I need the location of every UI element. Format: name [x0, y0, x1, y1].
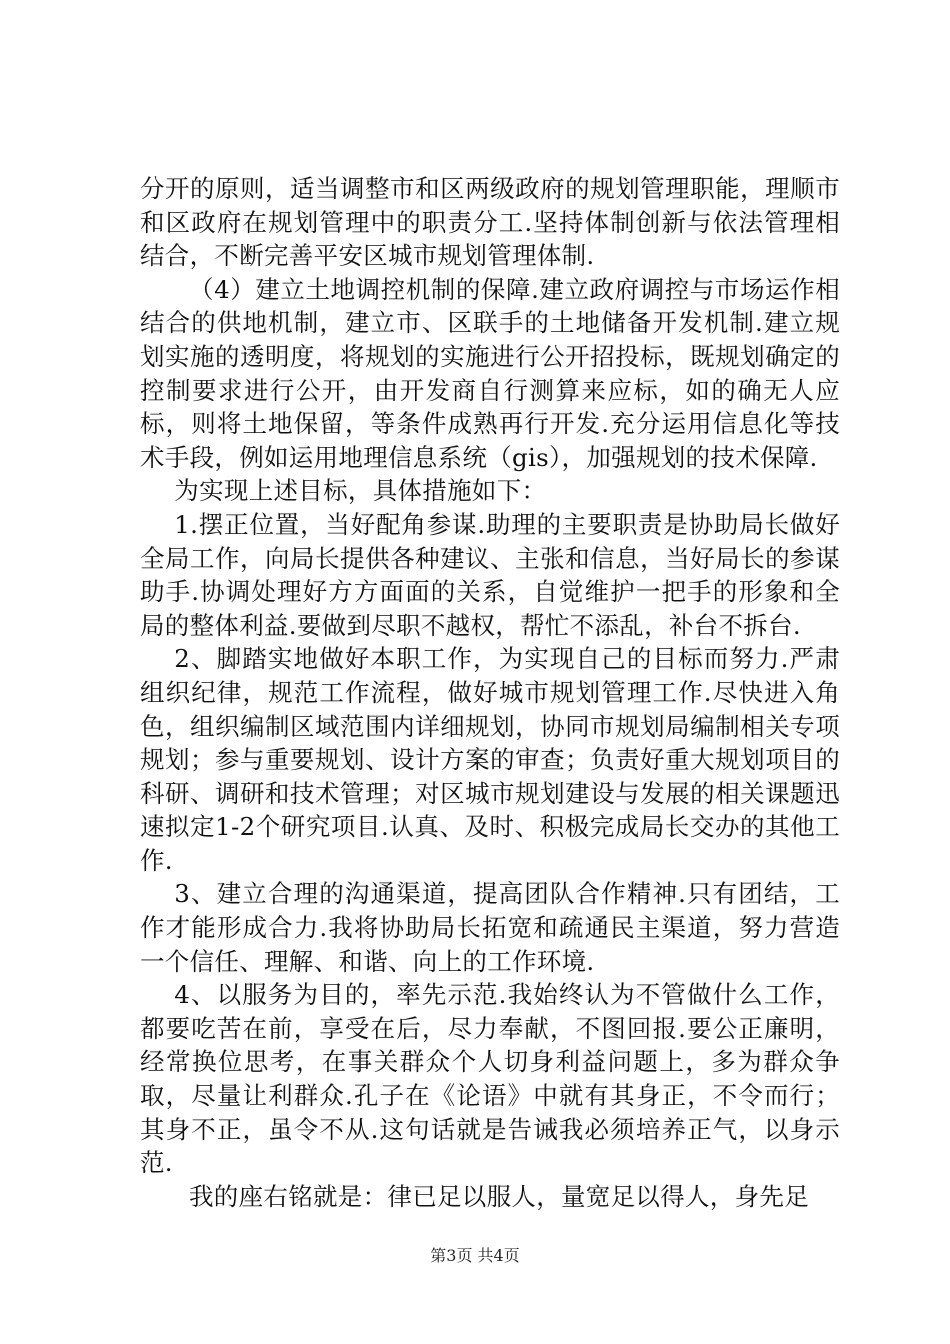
paragraph-measure-1: 1.摆正位置，当好配角参谋.助理的主要职责是协助局长做好全局工作，向局长提供各种建议、主张和信息，当好局长的参谋助手.协调处理好方方面面的关系，自觉维护一把手的形象和全局的整体利益.要做到尽职不越权，帮忙不添乱，补台不拆台.: [140, 509, 840, 640]
paragraph-measures-intro: 为实现上述目标，具体措施如下：: [174, 476, 547, 506]
document-body: [140, 172, 840, 1213]
paragraph-measure-4: 4、以服务为目的，率先示范.我始终认为不管做什么工作，都要吃苦在前，享受在后，尽力奉献，不图回报.要公正廉明，经常换位思考，在事关群众个人切身利益问题上，多为群众争取，尽量让利群众.孔子在《论语》中就有其身正，不令而行；其身不正，虽令不从.这句话就是告诫我必须培养正气，以身示范.: [140, 980, 840, 1178]
paragraph-land-control: （4）建立土地调控机制的保障.建立政府调控与市场运作相结合的供地机制，建立市、区联手的土地储备开发机制.建立规划实施的透明度，将规划的实施进行公开招投标，既规划确定的控制要求进行公开，由开发商自行测算来应标，如的确无人应标，则将土地保留，等条件成熟再行开发.充分运用信息化等技术手段，例如运用地理信息系统（gis），加强规划的技术保障.: [140, 274, 840, 472]
paragraph-measure-2: 2、脚踏实地做好本职工作，为实现自己的目标而努力.严肃组织纪律，规范工作流程，做好城市规划管理工作.尽快进入角色，组织编制区域范围内详细规划，协同市规划局编制相关专项规划；参与重要规划、设计方案的审查；负责好重大规划项目的科研、调研和技术管理；对区城市规划建设与发展的相关课题迅速拟定1-2个研究项目.认真、及时、积极完成局长交办的其他工作.: [140, 644, 840, 875]
paragraph-motto: 我的座右铭就是：律已足以服人，量宽足以得人，身先足: [189, 1181, 809, 1211]
paragraph-measure-3: 3、建立合理的沟通渠道，提高团队合作精神.只有团结，工作才能形成合力.我将协助局长拓宽和疏通民主渠道，努力营造一个信任、理解、和谐、向上的工作环境.: [140, 879, 840, 976]
page-footer: 第3页 共4页: [430, 1246, 520, 1265]
paragraph-continuation: 分开的原则，适当调整市和区两级政府的规划管理职能，理顺市和区政府在规划管理中的职责分工.坚持体制创新与依法管理相结合，不断完善平安区城市规划管理体制.: [140, 174, 840, 271]
